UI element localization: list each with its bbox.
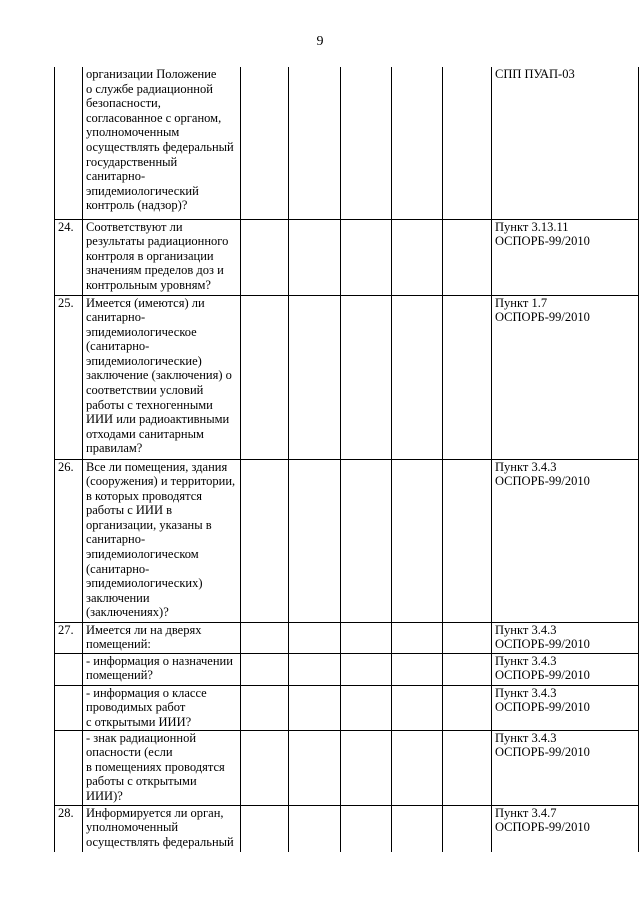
answer-cell[interactable]	[392, 459, 443, 622]
item-number	[55, 685, 83, 730]
question-text: Имеется ли на дверях помещений:	[86, 622, 202, 652]
question-text: - информация о классе проводимых работ с открытыми ИИИ?	[86, 685, 207, 729]
answer-yes-cell[interactable]	[241, 730, 289, 805]
answer-cell[interactable]	[392, 67, 443, 219]
remark-cell[interactable]	[443, 219, 492, 295]
answer-no-cell[interactable]	[289, 805, 341, 852]
legal-reference: СПП ПУАП-03	[495, 67, 575, 81]
question-text: - знак радиационной опасности (если в помещениях проводятся работы с открытыми ИИИ)?	[86, 730, 225, 803]
answer-no-cell[interactable]	[289, 67, 341, 219]
item-number: 25.	[55, 295, 83, 459]
question-text: - информация о назначении помещений?	[86, 653, 233, 683]
answer-yes-cell[interactable]	[241, 295, 289, 459]
remark-cell[interactable]	[443, 685, 492, 730]
legal-reference: Пункт 3.4.3 ОСПОРБ-99/2010	[495, 685, 590, 715]
item-number	[55, 653, 83, 685]
item-number: 27.	[55, 622, 83, 653]
legal-reference: Пункт 3.4.7 ОСПОРБ-99/2010	[495, 805, 590, 835]
remark-cell[interactable]	[443, 67, 492, 219]
checklist-row	[55, 295, 639, 459]
checklist-row	[55, 805, 639, 852]
answer-no-cell[interactable]	[289, 295, 341, 459]
checklist-row	[55, 685, 639, 730]
remark-cell[interactable]	[443, 805, 492, 852]
question-text: организации Положение о службе радиационной безопасности, согласованное с органом, уполномоченным осуществлять федеральный государственный санитарно- эпидемиологический контроль (надзор)?	[86, 67, 234, 213]
answer-yes-cell[interactable]	[241, 67, 289, 219]
answer-na-cell[interactable]	[341, 685, 392, 730]
remark-cell[interactable]	[443, 653, 492, 685]
answer-cell[interactable]	[392, 805, 443, 852]
item-number	[55, 730, 83, 805]
answer-no-cell[interactable]	[289, 685, 341, 730]
checklist-row	[55, 622, 639, 653]
answer-na-cell[interactable]	[341, 622, 392, 653]
remark-cell[interactable]	[443, 730, 492, 805]
answer-no-cell[interactable]	[289, 622, 341, 653]
legal-reference: Пункт 3.4.3 ОСПОРБ-99/2010	[495, 653, 590, 683]
answer-na-cell[interactable]	[341, 295, 392, 459]
remark-cell[interactable]	[443, 459, 492, 622]
question-text: Соответствуют ли результаты радиационного контроля в организации значениям пределов доз и контрольным уровням?	[86, 219, 229, 292]
answer-cell[interactable]	[392, 653, 443, 685]
answer-no-cell[interactable]	[289, 653, 341, 685]
answer-yes-cell[interactable]	[241, 219, 289, 295]
question-text: Информируется ли орган, уполномоченный осуществлять федеральный	[86, 805, 234, 849]
answer-yes-cell[interactable]	[241, 685, 289, 730]
answer-no-cell[interactable]	[289, 730, 341, 805]
answer-yes-cell[interactable]	[241, 459, 289, 622]
answer-na-cell[interactable]	[341, 219, 392, 295]
item-number: 28.	[55, 805, 83, 852]
item-number: 24.	[55, 219, 83, 295]
legal-reference: Пункт 3.4.3 ОСПОРБ-99/2010	[495, 459, 590, 489]
answer-cell[interactable]	[392, 295, 443, 459]
item-number	[55, 67, 83, 219]
answer-yes-cell[interactable]	[241, 622, 289, 653]
checklist-row	[55, 459, 639, 622]
answer-na-cell[interactable]	[341, 805, 392, 852]
legal-reference: Пункт 3.13.11 ОСПОРБ-99/2010	[495, 219, 590, 249]
answer-na-cell[interactable]	[341, 459, 392, 622]
legal-reference: Пункт 1.7 ОСПОРБ-99/2010	[495, 295, 590, 325]
checklist-row	[55, 219, 639, 295]
answer-cell[interactable]	[392, 219, 443, 295]
question-text: Все ли помещения, здания (сооружения) и территории, в которых проводятся работы с ИИИ в организации, указаны в санитарно- эпидемиологическом (санитарно- эпидемиологических) заключении (заключениях)?	[86, 459, 236, 620]
answer-cell[interactable]	[392, 622, 443, 653]
checklist-row	[55, 67, 639, 219]
answer-cell[interactable]	[392, 685, 443, 730]
answer-yes-cell[interactable]	[241, 805, 289, 852]
answer-no-cell[interactable]	[289, 219, 341, 295]
checklist-row	[55, 730, 639, 805]
checklist-table	[54, 67, 639, 852]
answer-na-cell[interactable]	[341, 67, 392, 219]
answer-yes-cell[interactable]	[241, 653, 289, 685]
checklist-row	[55, 653, 639, 685]
legal-reference: Пункт 3.4.3 ОСПОРБ-99/2010	[495, 622, 590, 652]
remark-cell[interactable]	[443, 622, 492, 653]
answer-na-cell[interactable]	[341, 653, 392, 685]
legal-reference: Пункт 3.4.3 ОСПОРБ-99/2010	[495, 730, 590, 760]
answer-na-cell[interactable]	[341, 730, 392, 805]
answer-cell[interactable]	[392, 730, 443, 805]
remark-cell[interactable]	[443, 295, 492, 459]
page-number: 9	[316, 34, 324, 49]
answer-no-cell[interactable]	[289, 459, 341, 622]
question-text: Имеется (имеются) ли санитарно- эпидемиологическое (санитарно- эпидемиологические) заключение (заключения) о соответствии условий работы с техногенными ИИИ или радиоактивными отходами санитарным правилам?	[86, 295, 232, 456]
item-number: 26.	[55, 459, 83, 622]
